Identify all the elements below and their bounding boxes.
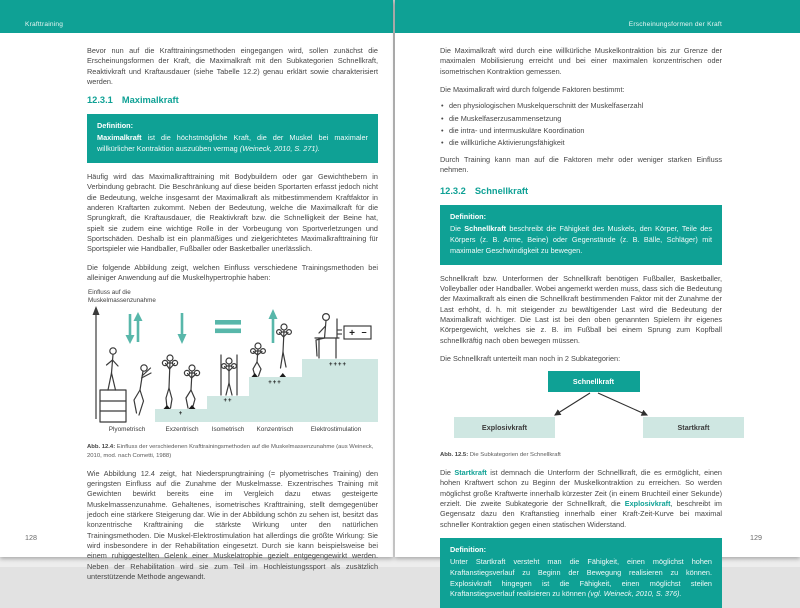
plyometric-figures [100,348,151,422]
rating-isometric: ++ [223,398,233,405]
category-isometrisch: Isometrisch [211,426,245,434]
arrow-to-startkraft [598,393,647,415]
factor-item: • die intra- und intermuskuläre Koordination [440,126,722,136]
svg-text:−: − [361,327,367,338]
diagram-schnellkraft-subcategories [440,370,747,446]
definition-body: Maximalkraft ist die höchstmögliche Kraft, die der Muskel bei maximaler willkürlicher Kontraktion auszuüben vermag (Weineck, 2010, S. 271). [97,133,368,154]
figure-canvas [87,289,378,439]
definition-box-schnellkraft [440,205,722,264]
factors-intro: Die Maximalkraft wird durch folgende Faktoren bestimmt: [440,85,625,95]
paragraph-subcategories-lead: Die Schnellkraft unterteilt man noch in 2 Subkategorien: [440,354,621,364]
figure-muscle-growth [87,289,378,439]
caption-label: Abb. 12.4: [87,444,116,451]
definition-label: Definition: [97,121,134,131]
diagram-node-schnellkraft: Schnellkraft [548,371,640,392]
section-heading-maximalkraft [87,95,378,105]
category-plyometrisch: Plyometrisch [108,426,146,434]
keyword-explosivkraft: Explosivkraft [624,499,671,509]
definition-body: Die Schnellkraft beschreibt die Fähigkeit des Muskels, den Körper, Teile des Körpers (z. B. Arme, Beine) oder Gegenstände (z. B. Bälle, Schläger) mit maximaler Geschwindigkeit zu bewegen. [450,224,712,255]
page-right [395,0,800,599]
factor-item: • die willkürliche Aktivierungsfähigkeit [440,138,722,148]
rating-eccentric: + [178,411,184,418]
caption-label: Abb. 12.5: [440,452,469,459]
page-number-right: 129 [750,533,762,542]
concentric-figures [251,324,292,377]
intro-paragraph: Bevor nun auf die Krafttrainingsmethoden eingegangen wird, sollen zunächst die Erscheinungsformen der Kraft, die Maximalkraft mit den Subkategorien Schnellkraft, Reaktivkraft und Kraftausdauer (siehe Tabelle 12.2) genau erklärt sowie charakterisiert werden. [87,46,378,87]
isometric-figure [221,355,237,395]
page-right-content [395,33,800,608]
rating-electro: ++++ [328,362,348,369]
running-head-right: Erscheinungsformen der Kraft [628,21,722,28]
arrow-to-explosivkraft [555,393,590,415]
factors-list [440,101,722,147]
paragraph-training-influence: Durch Training kann man auf die Faktoren mehr oder weniger starken Einfluss nehmen. [440,154,722,175]
factor-item: • die Muskelfaserzusammensetzung [440,114,722,124]
category-elektrostimulation: Elektrostimulation [310,426,362,434]
figure-axis-label: Einfluss auf die Muskelmassenzunahme [88,289,156,305]
definition-box-startkraft-explosivkraft [440,538,722,608]
figure-caption-12-4: Abb. 12.4: Einfluss der verschiedenen Krafttrainingsmethoden auf die Muskelmassenzunahme (aus Weineck, 2010, mod. nach Cometti, 1988) [87,444,374,459]
diagram-node-explosivkraft: Explosivkraft [454,417,555,438]
figure-caption-12-5: Abb. 12.5: Die Subkategorien der Schnellkraft [440,452,561,459]
isometric-equals-icon [215,320,241,333]
eccentric-figures [162,355,199,409]
section-number: 12.3.2 [440,186,466,197]
page-left-content [0,33,393,583]
definition-label: Definition: [450,212,487,222]
citation: (vgl. Weineck, 2010, S. 376). [587,589,682,599]
paragraph-startkraft-explosivkraft: Die Startkraft ist demnach die Unterform der Schnellkraft, die es ermöglicht, einen hohen Kraftwert schon zu Beginn der Muskelkontraktion zu erreichen. So werden möglichst große Kraftwerte innerhalb kürzester Zeit (in einem Bruchteil einer Sekunde) erzielt. Die zweite Subkategorie der Schnellkraft, die Explosivkraft, beschreibt im Gegensatz dazu den Kraftanstieg innerhalb einer Kraft-Zeit-Kurve bei maximal schneller Kontraktion gegen einen statischen Widerstand. [440,468,722,529]
plyometric-arrows-icon [126,312,143,344]
concentric-up-arrow-icon [269,309,278,343]
y-axis-arrow [93,306,100,419]
paragraph-figure-lead: Die folgende Abbildung zeigt, welchen Einfluss verschiedene Trainingsmethoden bei alleiniger Anwendung auf die Muskelhypertrophie haben: [87,262,378,283]
definition-label: Definition: [450,545,487,555]
diagram-node-startkraft: Startkraft [643,417,744,438]
paragraph-maximalkraft-1: Häufig wird das Maximalkrafttraining mit Bodybuildern oder gar Gewichthebern in Verbindung gebracht. Die Beschränkung auf diese beiden Sportarten erfasst jedoch nicht die Bedeutung, welche insgesamt der Maximalkraft als mitbestimmendem Kraftfaktor in anderen Kraftarten zukommt. Neben der Bedeutung, welche die Maximalkraft für die Sprungkraft, die Kraftausdauer, die Reaktivkraft bzw. die Schnelligkeit der Beine hat, spielt sie zudem eine wichtige Rolle in der Vorbeugung von Sportverletzungen und Sportschäden. Deshalb ist ein planmäßiges und zielgerichtetes Maximalkrafttraining für Sportspieler wie Handballer, Fußballer oder Basketballer unerlässlich. [87,171,378,254]
running-head-left: Krafttraining [25,21,64,28]
paragraph-figure-discussion: Wie Abbildung 12.4 zeigt, hat Niedersprungtraining (= plyometrisches Training) den geringsten Einfluss auf die Zunahme der Muskelmasse. Exzentrisches Training mit Gewichten bewirkt bereits eine im Vergleich dazu etwas gesteigerte Muskelmassenzunahme. Gehaltenes, isometrisches Krafttraining, stellt demgegenüber jedoch eine stärkere Steigerung dar. Wie in der Abbildung schön zu sehen ist, besitzt das konzentrische Krafttraining die stärkste Wirkung unter den natürlichen Trainingsmethoden. Die Muskel-Elektrostimulation hat allerdings die größte Wirkung: Sie wird insbesondere in der Rehabilitation eingesetzt. Durch sie kann beispielsweise bei einem ruhiggestellten Gelenk einer Muskelatrophie gezielt entgegengewirkt werden. Neben der Rehabilitation wird sie zum Teil im Hochleistungssport als zusätzlich unterstützende Methode angewandt. [87,468,378,582]
page-number-left: 128 [25,533,37,542]
eccentric-down-arrow-icon [178,313,187,344]
electrostimulation-figure [315,314,339,358]
category-konzentrisch: Konzentrisch [256,426,294,434]
factor-item: • den physiologischen Muskelquerschnitt der Muskelfaserzahl [440,101,722,111]
section-heading-schnellkraft [440,186,722,196]
section-title: Maximalkraft [121,95,179,106]
section-title: Schnellkraft [474,186,529,197]
definition-term: Schnellkraft [464,224,507,234]
rating-concentric: +++ [268,380,282,387]
svg-text:+: + [349,328,355,340]
page-header-right [395,0,800,33]
citation: (Weineck, 2010, S. 271). [239,144,320,154]
paragraph-schnellkraft-sport: Schnellkraft bzw. Unterformen der Schnellkraft benötigen Fußballer, Basketballer, Volleyballer oder Handballer. Wobei angemerkt werden muss, dass sich die Bedeutung der Maximalkraft als einen die Schnellkraft bestimmenden Faktor mit der Zunahme der Last erhöht, d. h. mit steigender zu bewältigender Last wird die Bedeutung der Maximalkraft wichtiger. Die Last ist bei den oben genannten Spielern ihr eigenes Körpergewicht, welches sie z. B. im Fußball bei einem Sprung zum Kopfball schnellkräftig nach oben bewegen müssen. [440,273,722,345]
definition-body: Unter Startkraft versteht man die Fähigkeit, einen möglichst hohen Kraftanstiegsverlauf zu Beginn der Bewegung realisieren zu können. Explosivkraft hingegen ist die Fähigkeit, einen möglichst steilen Kraftanstiegsverlauf realisieren zu können (vgl. Weineck, 2010, S. 376). [450,556,712,599]
paragraph-maximalkraft-measure: Die Maximalkraft wird durch eine willkürliche Muskelkontraktion bis zur Grenze der maximalen Mobilisierung erreicht und bei einer maximalen konzentrischen oder isometrischen Kontraktion gemessen. [440,46,722,76]
stimulation-device-icon [337,326,371,339]
page-header-left [0,0,393,33]
category-exzentrisch: Exzentrisch [165,426,199,434]
page-left [0,0,393,582]
definition-box-maximalkraft [87,114,378,162]
definition-term: Maximalkraft [97,133,142,143]
keyword-startkraft: Startkraft [454,468,487,478]
section-number: 12.3.1 [87,95,113,106]
